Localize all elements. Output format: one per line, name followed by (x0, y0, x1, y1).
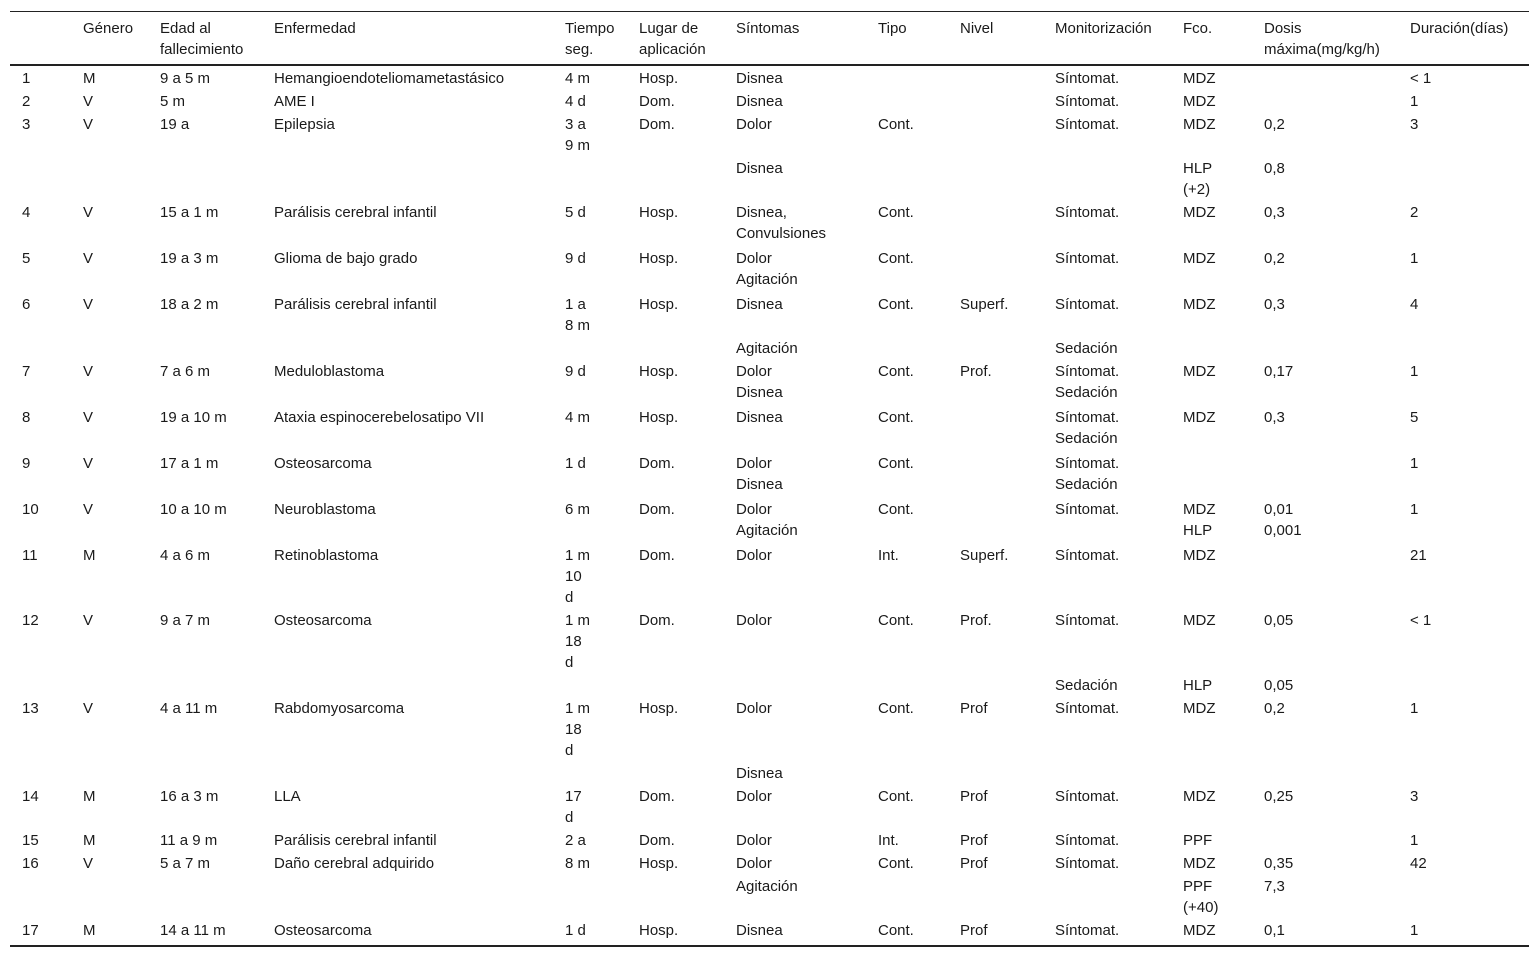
cell-monitorizacion: Síntomat. (1055, 855, 1120, 872)
cell-edad: 18 a 2 m (160, 296, 219, 313)
cell-no: 14 (22, 788, 39, 805)
cell-monitorizacion: Síntomat. Sedación (1055, 455, 1120, 493)
header-sintomas: Síntomas (736, 20, 800, 37)
cell-edad: 9 a 5 m (160, 70, 211, 87)
cell-lugar: Hosp. (639, 922, 679, 939)
cell-tiempo: 2 a (565, 832, 586, 849)
header-nivel: Nivel (960, 20, 994, 37)
cell-sintomas: Disnea (736, 93, 783, 110)
cell-nivel: Superf. (960, 547, 1009, 564)
cell-fco: MDZ (1183, 700, 1216, 717)
cell-monitorizacion: Síntomat. (1055, 296, 1120, 313)
cell-tipo: Cont. (878, 296, 914, 313)
cell-dosis: 0,2 (1264, 700, 1285, 717)
cell-no: 13 (22, 700, 39, 717)
cell-tiempo: 9 d (565, 250, 586, 267)
cell-tipo: Cont. (878, 501, 914, 518)
cell-dosis: 7,3 (1264, 878, 1285, 895)
cell-edad: 19 a 3 m (160, 250, 219, 267)
cell-no: 1 (22, 70, 31, 87)
cell-duracion: 21 (1410, 547, 1427, 564)
cell-tiempo: 1 m 18 d (565, 612, 591, 671)
cell-duracion: < 1 (1410, 612, 1432, 629)
cell-enfermedad: LLA (274, 788, 301, 805)
cell-tipo: Cont. (878, 409, 914, 426)
cell-fco: MDZ (1183, 788, 1216, 805)
cell-lugar: Hosp. (639, 363, 679, 380)
cell-edad: 5 m (160, 93, 186, 110)
cell-lugar: Dom. (639, 116, 675, 133)
cell-monitorizacion: Síntomat. Sedación (1055, 363, 1120, 401)
cell-genero: V (83, 296, 94, 313)
cell-nivel: Prof. (960, 363, 992, 380)
cell-duracion: 1 (1410, 363, 1419, 380)
cell-enfermedad: Retinoblastoma (274, 547, 379, 564)
cell-sintomas: Disnea, Convulsiones (736, 204, 827, 242)
cell-duracion: 3 (1410, 788, 1419, 805)
cell-tiempo: 4 m (565, 70, 591, 87)
cell-tipo: Cont. (878, 363, 914, 380)
cell-sintomas: Dolor (736, 547, 772, 564)
cell-lugar: Dom. (639, 547, 675, 564)
cell-enfermedad: AME I (274, 93, 315, 110)
cell-monitorizacion: Sedación (1055, 677, 1118, 694)
cell-lugar: Hosp. (639, 204, 679, 221)
cell-edad: 10 a 10 m (160, 501, 227, 518)
cell-sintomas: Dolor (736, 832, 772, 849)
cell-enfermedad: Rabdomyosarcoma (274, 700, 405, 717)
cell-enfermedad: Osteosarcoma (274, 455, 372, 472)
cell-nivel: Prof (960, 700, 988, 717)
cell-edad: 5 a 7 m (160, 855, 211, 872)
cell-enfermedad: Osteosarcoma (274, 612, 372, 629)
cell-fco: HLP (1183, 677, 1213, 694)
cell-enfermedad: Parálisis cerebral infantil (274, 832, 437, 849)
cell-tipo: Cont. (878, 855, 914, 872)
cell-tipo: Cont. (878, 250, 914, 267)
cell-lugar: Dom. (639, 501, 675, 518)
header-dosis: Dosis máxima(mg/kg/h) (1264, 20, 1380, 58)
cell-enfermedad: Daño cerebral adquirido (274, 855, 435, 872)
top-rule (10, 11, 1529, 12)
cell-fco: HLP (+2) (1183, 160, 1213, 198)
cell-edad: 15 a 1 m (160, 204, 219, 221)
cell-dosis: 0,3 (1264, 409, 1285, 426)
cell-enfermedad: Ataxia espinocerebelosatipo VII (274, 409, 485, 426)
cell-enfermedad: Neuroblastoma (274, 501, 376, 518)
cell-dosis: 0,35 (1264, 855, 1294, 872)
cell-enfermedad: Meduloblastoma (274, 363, 385, 380)
header-tipo: Tipo (878, 20, 907, 37)
cell-edad: 16 a 3 m (160, 788, 219, 805)
cell-genero: M (83, 70, 96, 87)
cell-nivel: Prof (960, 855, 988, 872)
cell-duracion: 1 (1410, 93, 1419, 110)
cell-tiempo: 1 a 8 m (565, 296, 591, 334)
cell-edad: 4 a 11 m (160, 700, 218, 717)
cell-sintomas: Dolor (736, 700, 772, 717)
cell-edad: 19 a 10 m (160, 409, 227, 426)
cell-tipo: Cont. (878, 788, 914, 805)
cell-dosis: 0,05 (1264, 612, 1294, 629)
cell-duracion: 42 (1410, 855, 1427, 872)
cell-nivel: Prof. (960, 612, 992, 629)
cell-edad: 4 a 6 m (160, 547, 211, 564)
cell-tiempo: 5 d (565, 204, 586, 221)
cell-tipo: Cont. (878, 922, 914, 939)
cell-nivel: Superf. (960, 296, 1009, 313)
cell-dosis: 0,1 (1264, 922, 1285, 939)
cell-genero: V (83, 93, 94, 110)
header-edad: Edad al fallecimiento (160, 20, 244, 58)
cell-lugar: Hosp. (639, 70, 679, 87)
cell-tiempo: 8 m (565, 855, 591, 872)
cell-duracion: 1 (1410, 250, 1419, 267)
cell-tiempo: 1 d (565, 455, 586, 472)
cell-fco: MDZ (1183, 612, 1216, 629)
cell-tipo: Cont. (878, 204, 914, 221)
cell-genero: V (83, 363, 94, 380)
cell-tipo: Cont. (878, 700, 914, 717)
cell-duracion: 5 (1410, 409, 1419, 426)
cell-duracion: 1 (1410, 501, 1419, 518)
cell-genero: V (83, 250, 94, 267)
cell-enfermedad: Parálisis cerebral infantil (274, 204, 437, 221)
cell-nivel: Prof (960, 788, 988, 805)
cell-duracion: 1 (1410, 455, 1419, 472)
cell-no: 16 (22, 855, 39, 872)
cell-tipo: Int. (878, 547, 899, 564)
cell-enfermedad: Epilepsia (274, 116, 335, 133)
cell-edad: 11 a 9 m (160, 832, 218, 849)
cell-dosis: 0,17 (1264, 363, 1294, 380)
cell-monitorizacion: Síntomat. (1055, 93, 1120, 110)
cell-sintomas: Dolor (736, 116, 772, 133)
cell-genero: V (83, 204, 94, 221)
cell-monitorizacion: Síntomat. (1055, 612, 1120, 629)
header-enfermedad: Enfermedad (274, 20, 356, 37)
cell-genero: M (83, 788, 96, 805)
cell-fco: MDZ (1183, 93, 1216, 110)
cell-fco: MDZ (1183, 116, 1216, 133)
cell-sintomas: Disnea (736, 765, 783, 782)
cell-genero: V (83, 612, 94, 629)
cell-lugar: Hosp. (639, 250, 679, 267)
cell-duracion: 4 (1410, 296, 1419, 313)
cell-sintomas: Dolor (736, 612, 772, 629)
cell-dosis: 0,3 (1264, 296, 1285, 313)
cell-sintomas: Disnea (736, 922, 783, 939)
cell-tiempo: 4 m (565, 409, 591, 426)
cell-no: 10 (22, 501, 39, 518)
cell-sintomas: Disnea (736, 296, 783, 313)
cell-fco: MDZ (1183, 922, 1216, 939)
cell-edad: 14 a 11 m (160, 922, 226, 939)
cell-sintomas: Agitación (736, 878, 798, 895)
cell-fco: MDZ (1183, 547, 1216, 564)
header-lugar: Lugar de aplicación (639, 20, 706, 58)
header-duracion: Duración(días) (1410, 20, 1509, 37)
cell-lugar: Dom. (639, 93, 675, 110)
cell-monitorizacion: Síntomat. Sedación (1055, 409, 1120, 447)
cell-monitorizacion: Síntomat. (1055, 547, 1120, 564)
cell-tiempo: 3 a 9 m (565, 116, 591, 154)
header-tiempo: Tiempo seg. (565, 20, 615, 58)
cell-edad: 9 a 7 m (160, 612, 211, 629)
cell-lugar: Hosp. (639, 409, 679, 426)
cell-monitorizacion: Síntomat. (1055, 700, 1120, 717)
cell-nivel: Prof (960, 922, 988, 939)
cell-lugar: Dom. (639, 832, 675, 849)
cell-no: 15 (22, 832, 39, 849)
cell-dosis: 0,05 (1264, 677, 1294, 694)
cell-dosis: 0,3 (1264, 204, 1285, 221)
cell-no: 8 (22, 409, 31, 426)
cell-duracion: < 1 (1410, 70, 1432, 87)
cell-lugar: Dom. (639, 788, 675, 805)
cell-genero: V (83, 700, 94, 717)
cell-tiempo: 1 m 18 d (565, 700, 591, 759)
cell-monitorizacion: Síntomat. (1055, 70, 1120, 87)
cell-no: 7 (22, 363, 31, 380)
cell-duracion: 1 (1410, 922, 1419, 939)
cell-nivel: Prof (960, 832, 988, 849)
cell-monitorizacion: Síntomat. (1055, 501, 1120, 518)
header-fco: Fco. (1183, 20, 1213, 37)
cell-tiempo: 1 m 10 d (565, 547, 591, 606)
cell-edad: 19 a (160, 116, 190, 133)
cell-monitorizacion: Síntomat. (1055, 116, 1120, 133)
cell-genero: V (83, 855, 94, 872)
cell-dosis: 0,01 0,001 (1264, 501, 1302, 539)
cell-sintomas: Dolor Disnea (736, 455, 783, 493)
cell-sintomas: Agitación (736, 340, 798, 357)
cell-sintomas: Dolor (736, 855, 772, 872)
cell-no: 11 (22, 547, 38, 564)
cell-monitorizacion: Sedación (1055, 340, 1118, 357)
cell-fco: MDZ (1183, 363, 1216, 380)
cell-no: 6 (22, 296, 31, 313)
cell-no: 12 (22, 612, 39, 629)
cell-duracion: 1 (1410, 700, 1419, 717)
cell-sintomas: Dolor (736, 788, 772, 805)
cell-monitorizacion: Síntomat. (1055, 922, 1120, 939)
header-genero: Género (83, 20, 134, 37)
cell-tipo: Cont. (878, 612, 914, 629)
cell-sintomas: Disnea (736, 160, 783, 177)
cell-lugar: Dom. (639, 455, 675, 472)
cell-genero: M (83, 547, 96, 564)
cell-genero: M (83, 832, 96, 849)
cell-fco: MDZ (1183, 296, 1216, 313)
cell-fco: MDZ (1183, 70, 1216, 87)
cell-tiempo: 17 d (565, 788, 582, 826)
cell-enfermedad: Parálisis cerebral infantil (274, 296, 437, 313)
cell-enfermedad: Hemangioendoteliomametastásico (274, 70, 505, 87)
cell-tiempo: 4 d (565, 93, 586, 110)
cell-tipo: Int. (878, 832, 899, 849)
cell-genero: V (83, 455, 94, 472)
cell-sintomas: Disnea (736, 70, 783, 87)
cell-fco: MDZ HLP (1183, 501, 1216, 539)
cell-fco: PPF (1183, 832, 1213, 849)
cell-genero: M (83, 922, 96, 939)
cell-genero: V (83, 409, 94, 426)
cell-lugar: Dom. (639, 612, 675, 629)
cell-no: 4 (22, 204, 31, 221)
cell-tipo: Cont. (878, 455, 914, 472)
cell-monitorizacion: Síntomat. (1055, 788, 1120, 805)
cell-dosis: 0,8 (1264, 160, 1285, 177)
cell-duracion: 1 (1410, 832, 1419, 849)
header-monitorizacion: Monitorización (1055, 20, 1152, 37)
cell-duracion: 2 (1410, 204, 1419, 221)
cell-lugar: Hosp. (639, 855, 679, 872)
cell-sintomas: Disnea (736, 409, 783, 426)
cell-fco: MDZ (1183, 855, 1216, 872)
cell-no: 5 (22, 250, 31, 267)
cell-monitorizacion: Síntomat. (1055, 832, 1120, 849)
cell-no: 9 (22, 455, 31, 472)
cell-dosis: 0,2 (1264, 116, 1285, 133)
cell-fco: MDZ (1183, 204, 1216, 221)
cell-lugar: Hosp. (639, 296, 679, 313)
cell-sintomas: Dolor Agitación (736, 250, 798, 288)
cell-tipo: Cont. (878, 116, 914, 133)
cell-fco: MDZ (1183, 409, 1216, 426)
cell-genero: V (83, 501, 94, 518)
cell-fco: MDZ (1183, 250, 1216, 267)
cell-monitorizacion: Síntomat. (1055, 250, 1120, 267)
cell-no: 3 (22, 116, 31, 133)
cell-tiempo: 9 d (565, 363, 586, 380)
cell-lugar: Hosp. (639, 700, 679, 717)
cell-enfermedad: Glioma de bajo grado (274, 250, 418, 267)
cell-dosis: 0,25 (1264, 788, 1294, 805)
cell-tiempo: 6 m (565, 501, 591, 518)
cell-tiempo: 1 d (565, 922, 586, 939)
cell-sintomas: Dolor Disnea (736, 363, 783, 401)
cell-no: 17 (22, 922, 39, 939)
cell-fco: PPF (+40) (1183, 878, 1219, 916)
cell-no: 2 (22, 93, 31, 110)
cell-edad: 7 a 6 m (160, 363, 211, 380)
cell-edad: 17 a 1 m (160, 455, 219, 472)
cell-enfermedad: Osteosarcoma (274, 922, 372, 939)
cell-sintomas: Dolor Agitación (736, 501, 798, 539)
cell-genero: V (83, 116, 94, 133)
header-rule (10, 64, 1529, 66)
cell-monitorizacion: Síntomat. (1055, 204, 1120, 221)
cell-duracion: 3 (1410, 116, 1419, 133)
cell-dosis: 0,2 (1264, 250, 1285, 267)
bottom-rule (10, 945, 1529, 947)
